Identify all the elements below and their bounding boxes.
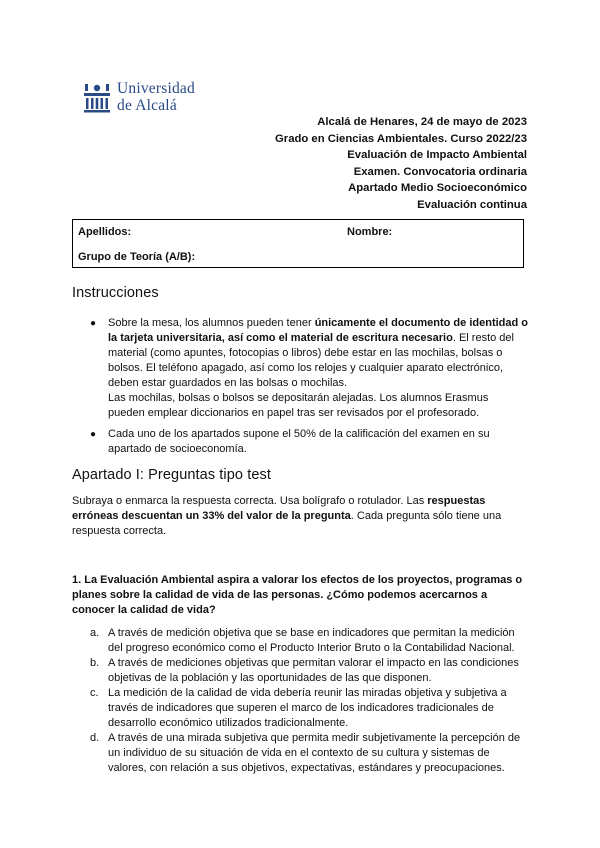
exam-date: Alcalá de Henares, 24 de mayo de 2023 xyxy=(317,116,527,128)
section1-intro-start: Subraya o enmarca la respuesta correcta. Usa bolígrafo o rotulador. Las xyxy=(72,495,428,507)
student-info-box xyxy=(72,219,524,268)
section1-title: Apartado I: Preguntas tipo test xyxy=(72,467,271,483)
section1-intro-end: . Cada pregunta sólo tiene una respuesta correcta. xyxy=(72,510,502,537)
bullet1-intro: Sobre la mesa, los alumnos pueden tener xyxy=(108,317,315,329)
option-text: A través de medición objetiva que se base en indicadores que permitan la medición del progreso económico como el Producto Interior Bruto o la Contabilidad Nacional. xyxy=(108,627,515,654)
bullet-icon: ● xyxy=(90,318,97,329)
logo-line-1: Universidad xyxy=(117,80,195,97)
bullet-icon: ● xyxy=(90,429,97,440)
instructions-title: Instrucciones xyxy=(72,285,159,301)
option-text: La medición de la calidad de vida debería reunir las miradas objetiva y subjetiva a través de indicadores que superen el marco de los indicadores tradicionales de desarrollo económico utilizados tradicionalmente. xyxy=(108,687,507,729)
option-letter: a. xyxy=(90,627,100,639)
option-text: A través de una mirada subjetiva que permita medir subjetivamente la percepción de un individuo de su situación de vida en el contexto de su cultura y sistemas de valores, con relación a sus objetivos, expectativas, estándares y preocupaciones. xyxy=(108,732,521,774)
exam-degree: Grado en Ciencias Ambientales. Curso 2022/23 xyxy=(275,132,527,145)
exam-subject: Evaluación de Impacto Ambiental xyxy=(347,149,527,161)
option-letter: d. xyxy=(90,732,100,744)
question-1-text: 1. La Evaluación Ambiental aspira a valorar los efectos de los proyectos, programas o planes sobre la calidad de vida de las personas. ¿Cómo podemos acercarnos a conocer la calidad de vida? xyxy=(72,574,523,616)
section1-intro xyxy=(72,494,528,539)
exam-type: Examen. Convocatoria ordinaria xyxy=(353,165,527,178)
group-label: Grupo de Teoría (A/B): xyxy=(78,251,196,263)
instruction-text-1 xyxy=(108,316,528,421)
bullet1-rest: . El resto del material (como apuntes, fotocopias o libros) debe estar en las mochilas, bolsas o bolsos. El teléfono apagado, así como los relojes y cualquier aparato electrónico, deben estar guardados en las bolsas o mochilas. xyxy=(108,332,514,389)
section1-intro-bold: respuestas erróneas descuentan un 33% del valor de la pregunta xyxy=(72,495,486,522)
exam-section: Apartado Medio Socioeconómico xyxy=(348,182,527,194)
instruction-text-2: Cada uno de los apartados supone el 50% de la calificación del examen en su apartado de socioeconomía. xyxy=(108,428,490,455)
name-label: Nombre: xyxy=(347,226,393,238)
exam-header xyxy=(275,114,527,213)
bullet1-second: Las mochilas, bolsas o bolsos se depositarán alejadas. Los alumnos Erasmus pueden emplear diccionarios en papel tras ser revisados por el profesorado. xyxy=(108,392,489,419)
university-crest-icon xyxy=(82,82,112,114)
option-text: A través de mediciones objetivas que permitan valorar el impacto en las condiciones objetivas de la población y las oportunidades de las que disponen. xyxy=(108,657,519,684)
bullet1-bold: únicamente el documento de identidad o la tarjeta universitaria, así como el material de escritura necesario xyxy=(108,317,528,344)
exam-mode: Evaluación continua xyxy=(417,198,527,211)
option-letter: b. xyxy=(90,657,100,669)
option-letter: c. xyxy=(90,687,99,699)
logo-line-2: de Alcalá xyxy=(117,97,177,114)
surname-label: Apellidos: xyxy=(78,226,132,238)
university-name xyxy=(117,80,195,114)
university-logo xyxy=(82,80,202,116)
